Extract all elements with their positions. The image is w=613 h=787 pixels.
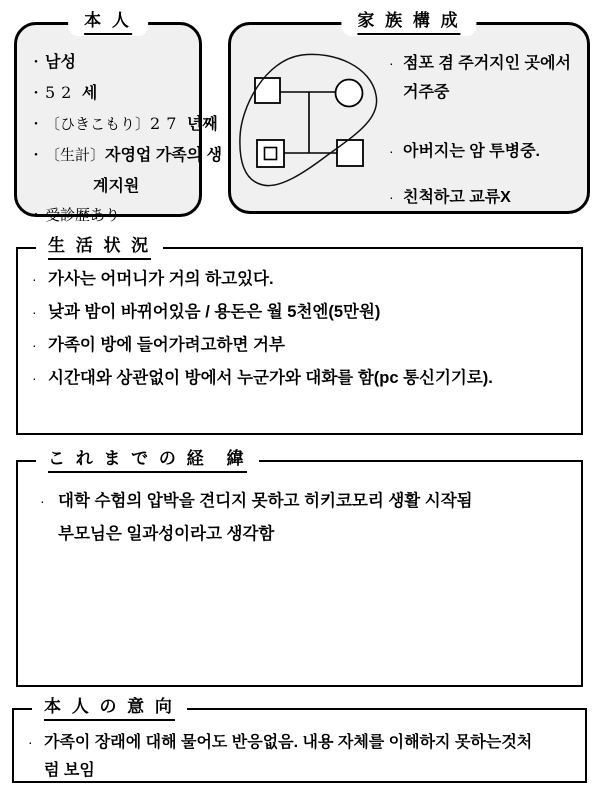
bullet-icon: · bbox=[32, 271, 37, 287]
mother-circle-icon bbox=[336, 80, 363, 107]
bullet-icon: ・ bbox=[29, 85, 43, 101]
intention-content bbox=[28, 730, 577, 787]
bullet-icon: · bbox=[32, 370, 37, 386]
intention-title-text: 本 人 の 意 向 bbox=[44, 697, 175, 721]
history-content bbox=[40, 488, 573, 554]
bullet-icon: · bbox=[389, 55, 394, 71]
history-title-text: こ れ ま で の 経 緯 bbox=[48, 449, 247, 473]
living-situation-title bbox=[36, 236, 163, 258]
bullet-icon: · bbox=[40, 493, 45, 509]
sibling-square-icon bbox=[337, 140, 363, 166]
person-box-title bbox=[68, 8, 148, 36]
family-box-title-text: 家 族 構 成 bbox=[357, 11, 460, 35]
person-line-medical-history: ・ 受診歴あり bbox=[29, 206, 121, 224]
bullet-icon: · bbox=[32, 304, 37, 320]
person-box-title-text: 本 人 bbox=[84, 11, 132, 35]
living-item-housework: · 가사는 어머니가 거의 하고있다. bbox=[32, 270, 274, 288]
person-line-livelihood: ・ 〔生計〕자영업 가족의 생 bbox=[29, 146, 223, 164]
father-square-icon bbox=[255, 78, 280, 103]
history-box bbox=[16, 449, 583, 687]
subject-inner-square-icon bbox=[265, 148, 277, 160]
bullet-icon: · bbox=[389, 189, 394, 205]
person-box-content bbox=[29, 49, 223, 233]
history-title bbox=[36, 449, 259, 471]
intention-line-1: · 가족이 장래에 대해 물어도 반응없음. 내용 자체를 이해하지 못하는것처 bbox=[28, 730, 577, 755]
family-note-relatives: · 친척하고 교류X bbox=[389, 183, 599, 212]
bullet-icon: ・ bbox=[29, 54, 43, 70]
bullet-icon: · bbox=[389, 143, 394, 159]
intention-line-2: 럼 보임 bbox=[44, 762, 95, 779]
living-situation-title-text: 生 活 状 況 bbox=[48, 236, 151, 260]
living-item-room-refusal: · 가족이 방에 들어가려고하면 거부 bbox=[32, 336, 285, 354]
person-line-livelihood-cont: 계지원 bbox=[93, 178, 140, 195]
bullet-icon: · bbox=[32, 337, 37, 353]
history-line-exam-pressure: · 대학 수험의 압박을 견디지 못하고 히키코모리 생활 시작됨 bbox=[40, 488, 573, 514]
person-box bbox=[14, 11, 223, 224]
family-box-title bbox=[341, 8, 476, 36]
family-note-residence: · 점포 겸 주거지인 곳에서 거주중 bbox=[389, 49, 599, 107]
history-line-parents: 부모님은 일과성이라고 생각함 bbox=[58, 525, 275, 543]
bullet-icon: · bbox=[28, 734, 33, 750]
bullet-icon: ・ bbox=[29, 207, 43, 223]
family-box bbox=[228, 11, 590, 214]
living-situation-box bbox=[16, 236, 583, 435]
intention-title bbox=[32, 697, 187, 719]
genogram-diagram bbox=[235, 47, 387, 213]
intention-box bbox=[12, 697, 587, 783]
person-line-gender: ・ 남성 bbox=[29, 54, 76, 71]
bullet-icon: ・ bbox=[29, 116, 43, 132]
person-line-hikikomori-years: ・ 〔ひきこもり〕27 년째 bbox=[29, 114, 218, 133]
person-line-age: ・ 52 세 bbox=[29, 83, 98, 102]
family-note-father: · 아버지는 암 투병중. bbox=[389, 137, 599, 166]
living-situation-content bbox=[32, 265, 573, 397]
bullet-icon: ・ bbox=[29, 147, 43, 163]
living-item-daynight-allowance: · 낮과 밤이 바뀌어있음 / 용돈은 월 5천엔(5만원) bbox=[32, 303, 381, 321]
living-item-pc-chat: · 시간대와 상관없이 방에서 누군가와 대화를 함(pc 통신기기로). bbox=[32, 369, 493, 387]
